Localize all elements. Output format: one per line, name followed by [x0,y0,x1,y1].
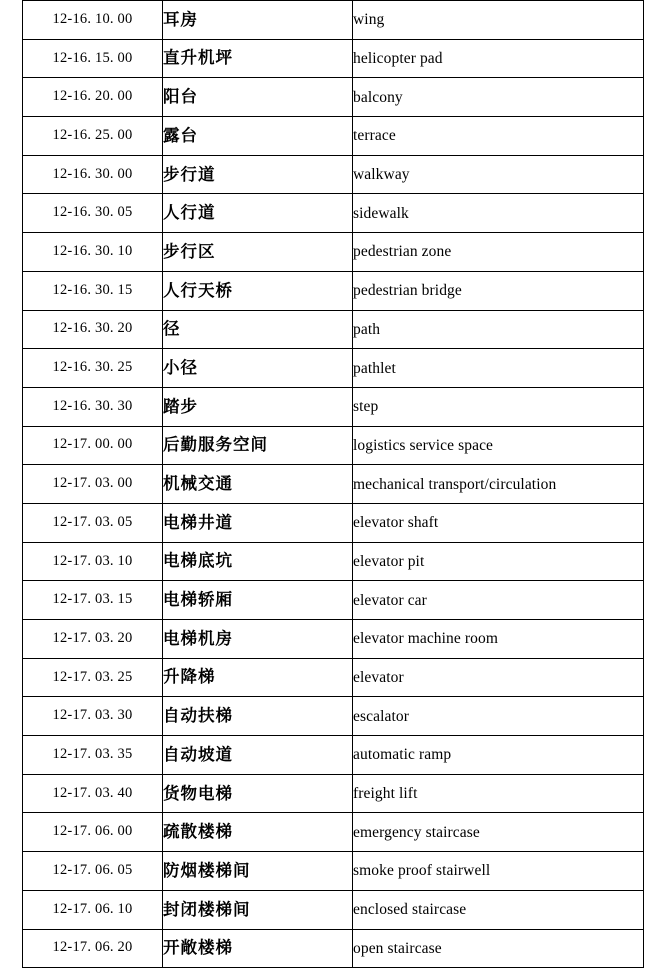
cell-code: 12-17. 06. 10 [23,890,163,929]
cell-english-term: balcony [353,78,644,117]
cell-english-term: emergency staircase [353,813,644,852]
cell-chinese-term: 机械交通 [163,465,353,504]
table-row [23,581,644,620]
table-row [23,542,644,581]
cell-chinese-term: 电梯轿厢 [163,581,353,620]
cell-code: 12-17. 03. 00 [23,465,163,504]
table-row [23,890,644,929]
cell-code: 12-17. 03. 20 [23,620,163,659]
table-row [23,503,644,542]
terminology-table [22,0,644,968]
table-row [23,813,644,852]
cell-english-term: automatic ramp [353,736,644,775]
cell-code: 12-16. 30. 25 [23,349,163,388]
cell-code: 12-17. 06. 05 [23,852,163,891]
cell-english-term: step [353,387,644,426]
cell-code: 12-17. 03. 30 [23,697,163,736]
cell-english-term: escalator [353,697,644,736]
cell-english-term: pathlet [353,349,644,388]
cell-chinese-term: 耳房 [163,1,353,40]
cell-code: 12-17. 00. 00 [23,426,163,465]
cell-chinese-term: 踏步 [163,387,353,426]
table-row [23,658,644,697]
cell-english-term: sidewalk [353,194,644,233]
cell-english-term: elevator car [353,581,644,620]
cell-chinese-term: 电梯机房 [163,620,353,659]
table-row [23,387,644,426]
cell-code: 12-16. 30. 05 [23,194,163,233]
cell-chinese-term: 货物电梯 [163,774,353,813]
cell-chinese-term: 小径 [163,349,353,388]
cell-code: 12-17. 03. 25 [23,658,163,697]
cell-chinese-term: 升降梯 [163,658,353,697]
cell-code: 12-17. 06. 00 [23,813,163,852]
cell-chinese-term: 封闭楼梯间 [163,890,353,929]
cell-chinese-term: 步行道 [163,155,353,194]
table-row [23,774,644,813]
cell-code: 12-16. 25. 00 [23,117,163,156]
cell-code: 12-16. 10. 00 [23,1,163,40]
cell-code: 12-16. 15. 00 [23,39,163,78]
table-row [23,736,644,775]
cell-english-term: elevator shaft [353,503,644,542]
cell-code: 12-16. 30. 00 [23,155,163,194]
cell-english-term: pedestrian zone [353,233,644,272]
table-row [23,349,644,388]
table-row [23,117,644,156]
cell-chinese-term: 疏散楼梯 [163,813,353,852]
table-row [23,929,644,968]
cell-chinese-term: 电梯底坑 [163,542,353,581]
cell-english-term: elevator [353,658,644,697]
cell-chinese-term: 后勤服务空间 [163,426,353,465]
cell-code: 12-17. 06. 20 [23,929,163,968]
table-row [23,233,644,272]
table-row [23,78,644,117]
cell-english-term: walkway [353,155,644,194]
table-row [23,39,644,78]
table-row [23,426,644,465]
cell-code: 12-17. 03. 40 [23,774,163,813]
cell-chinese-term: 开敞楼梯 [163,929,353,968]
cell-code: 12-16. 20. 00 [23,78,163,117]
cell-chinese-term: 步行区 [163,233,353,272]
cell-english-term: terrace [353,117,644,156]
table-row [23,155,644,194]
cell-code: 12-16. 30. 15 [23,271,163,310]
cell-chinese-term: 露台 [163,117,353,156]
cell-english-term: enclosed staircase [353,890,644,929]
cell-english-term: freight lift [353,774,644,813]
cell-chinese-term: 人行道 [163,194,353,233]
cell-chinese-term: 自动扶梯 [163,697,353,736]
cell-english-term: wing [353,1,644,40]
cell-code: 12-17. 03. 05 [23,503,163,542]
table-row [23,271,644,310]
cell-chinese-term: 电梯井道 [163,503,353,542]
cell-english-term: elevator machine room [353,620,644,659]
cell-english-term: pedestrian bridge [353,271,644,310]
cell-chinese-term: 人行天桥 [163,271,353,310]
cell-code: 12-16. 30. 30 [23,387,163,426]
cell-english-term: open staircase [353,929,644,968]
cell-english-term: mechanical transport/circulation [353,465,644,504]
cell-english-term: path [353,310,644,349]
cell-code: 12-16. 30. 10 [23,233,163,272]
cell-english-term: logistics service space [353,426,644,465]
table-row [23,852,644,891]
cell-code: 12-16. 30. 20 [23,310,163,349]
cell-code: 12-17. 03. 10 [23,542,163,581]
table-row [23,310,644,349]
table-body [23,1,644,968]
table-row [23,620,644,659]
cell-chinese-term: 防烟楼梯间 [163,852,353,891]
table-row [23,697,644,736]
cell-chinese-term: 自动坡道 [163,736,353,775]
cell-english-term: smoke proof stairwell [353,852,644,891]
cell-code: 12-17. 03. 35 [23,736,163,775]
cell-chinese-term: 直升机坪 [163,39,353,78]
cell-english-term: helicopter pad [353,39,644,78]
cell-english-term: elevator pit [353,542,644,581]
cell-code: 12-17. 03. 15 [23,581,163,620]
cell-chinese-term: 阳台 [163,78,353,117]
table-row [23,465,644,504]
cell-chinese-term: 径 [163,310,353,349]
table-row [23,194,644,233]
table-row [23,1,644,40]
